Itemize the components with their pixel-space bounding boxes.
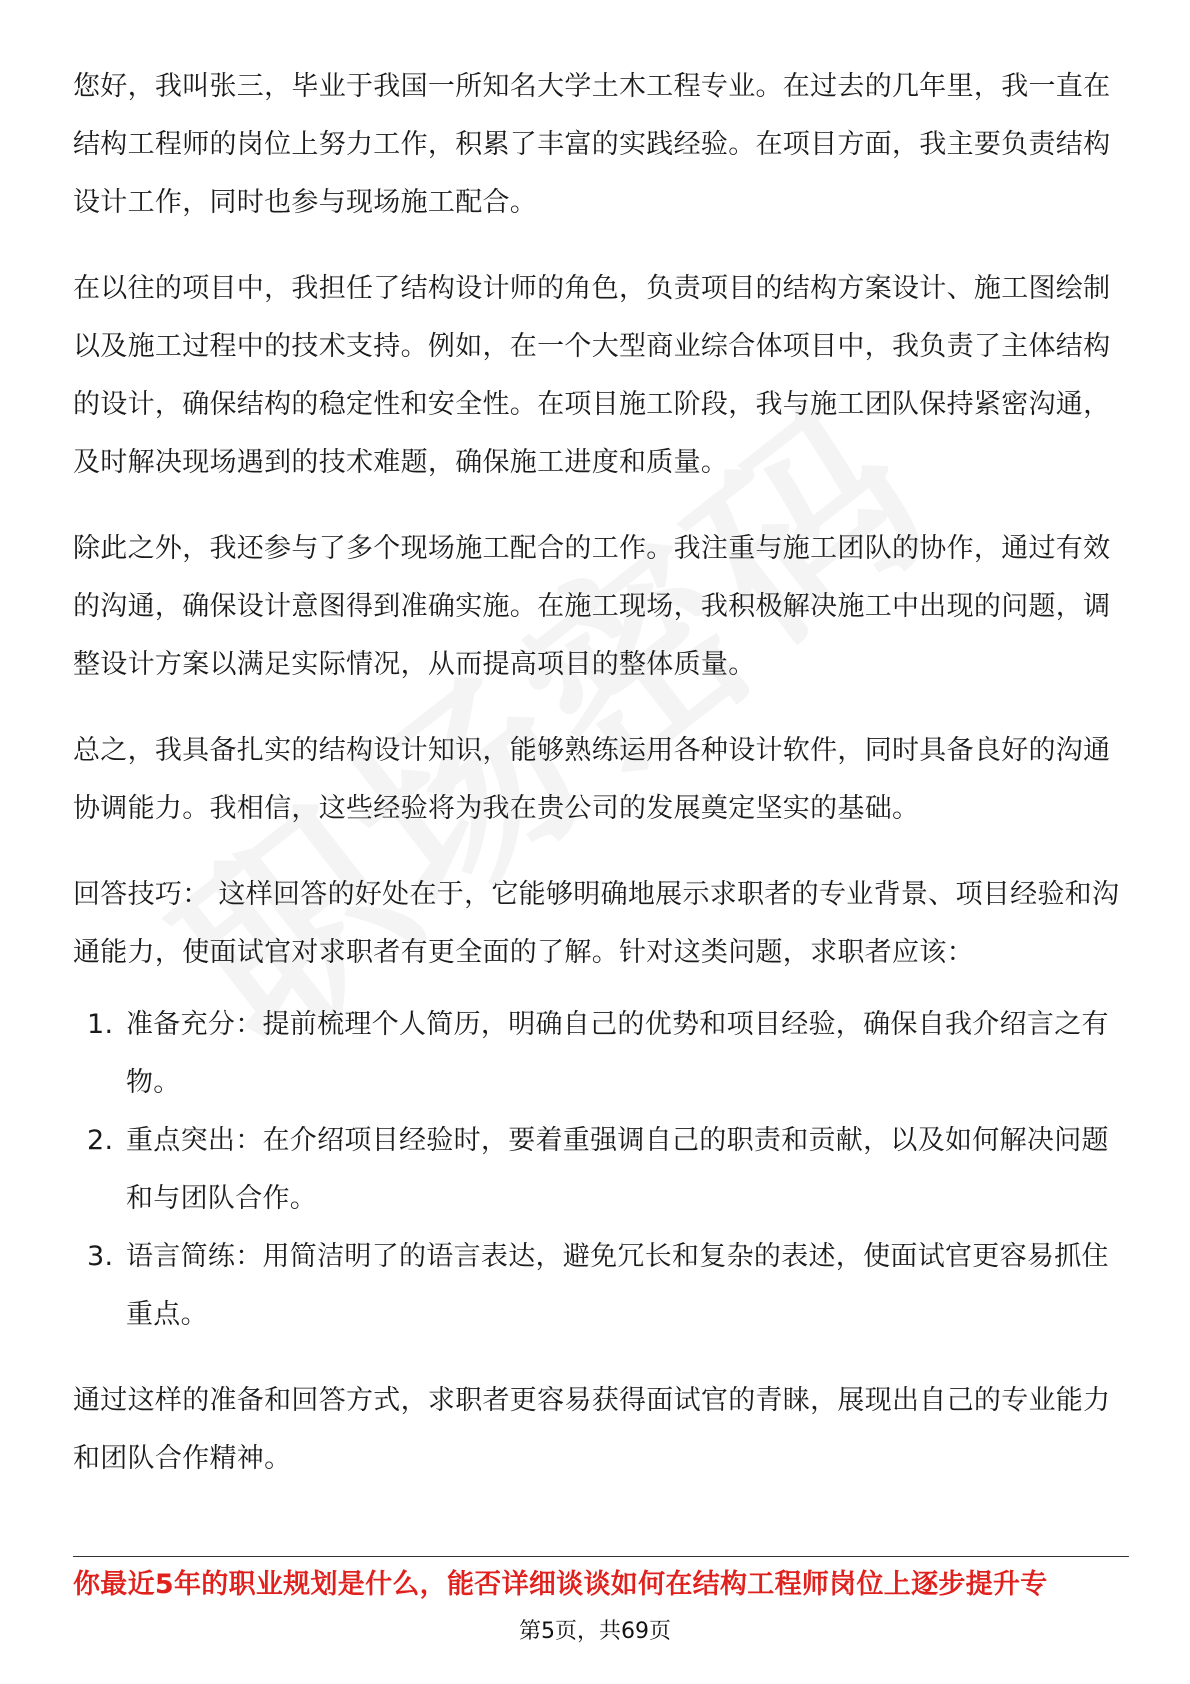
tips-list: [73, 996, 1129, 1344]
paragraph-summary: 总之，我具备扎实的结构设计知识，能够熟练运用各种设计软件，同时具备良好的沟通协调能力。我相信，这些经验将为我在贵公司的发展奠定坚实的基础。: [73, 735, 1111, 824]
paragraph-site-coordination: 除此之外，我还参与了多个现场施工配合的工作。我注重与施工团队的协作，通过有效的沟通，确保设计意图得到准确实施。在施工现场，我积极解决施工中出现的问题，调整设计方案以满足实际情况，从而提高项目的整体质量。: [73, 533, 1111, 680]
list-item: [73, 1228, 1129, 1344]
paragraph-intro: 您好，我叫张三，毕业于我国一所知名大学土木工程专业。在过去的几年里，我一直在结构工程师的岗位上努力工作，积累了丰富的实践经验。在项目方面，我主要负责结构设计工作，同时也参与现场施工配合。: [73, 71, 1111, 218]
list-item-number: 2.: [87, 1125, 114, 1156]
paragraph-answer-tips: 回答技巧： 这样回答的好处在于，它能够明确地展示求职者的专业背景、项目经验和沟通能力，使面试官对求职者有更全面的了解。针对这类问题，求职者应该：: [73, 879, 1120, 968]
list-item-number: 1.: [87, 1009, 114, 1040]
section-divider: [73, 1556, 1129, 1557]
list-item-text: 准备充分：提前梳理个人简历，明确自己的优势和项目经验，确保自我介绍言之有物。: [126, 1009, 1109, 1098]
page-content: [73, 58, 1129, 1516]
list-item-text: 重点突出：在介绍项目经验时，要着重强调自己的职责和贡献，以及如何解决问题和与团队合作。: [126, 1125, 1109, 1214]
paragraph-closing: 通过这样的准备和回答方式，求职者更容易获得面试官的青睐，展现出自己的专业能力和团队合作精神。: [73, 1385, 1111, 1474]
next-question-heading: 你最近5年的职业规划是什么，能否详细谈谈如何在结构工程师岗位上逐步提升专: [73, 1569, 1048, 1600]
page-number: 第5页，共69页: [519, 1619, 671, 1644]
list-item-number: 3.: [87, 1241, 114, 1272]
list-item: [73, 996, 1129, 1112]
paragraph-project-experience: 在以往的项目中，我担任了结构设计师的角色，负责项目的结构方案设计、施工图绘制以及施工过程中的技术支持。例如，在一个大型商业综合体项目中，我负责了主体结构的设计，确保结构的稳定性和安全性。在项目施工阶段，我与施工团队保持紧密沟通，及时解决现场遇到的技术难题，确保施工进度和质量。: [73, 273, 1111, 478]
list-item-text: 语言简练：用简洁明了的语言表达，避免冗长和复杂的表述，使面试官更容易抓住重点。: [126, 1241, 1109, 1330]
list-item: [73, 1112, 1129, 1228]
